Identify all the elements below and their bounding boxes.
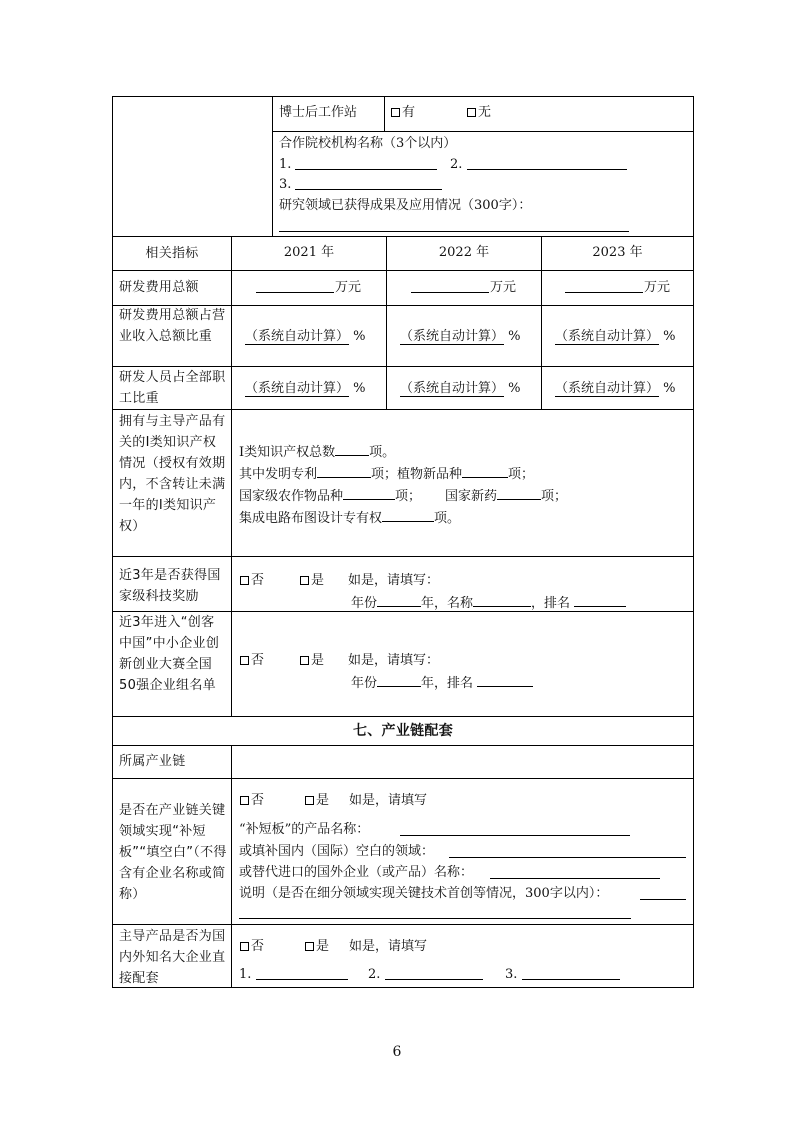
maker-year-field[interactable]	[377, 674, 421, 687]
award-name-field[interactable]	[473, 594, 531, 607]
shortboard-product-field[interactable]	[400, 835, 630, 836]
staff-ratio-label: 研发人员占全部职工比重	[119, 370, 226, 406]
checkbox-icon[interactable]	[305, 942, 314, 951]
supply-number-3: 3.	[505, 967, 518, 982]
checkbox-icon[interactable]	[467, 108, 476, 117]
ip-label: 拥有与主导产品有关的Ⅰ类知识产权情况（授权有效期内，不含转让未满一年的Ⅰ类知识产权）	[119, 414, 226, 534]
explanation-field-start[interactable]	[640, 899, 686, 900]
blank-domain-field[interactable]	[449, 857, 686, 858]
new-drug-field[interactable]	[497, 487, 541, 500]
import-substitute-label: 或替代进口的国外企业（或产品）名称：	[239, 865, 474, 880]
cooperation-field-1[interactable]	[295, 169, 437, 170]
maker-detail-line: 年份 年，排名	[351, 674, 533, 692]
page-number: 6	[392, 1044, 402, 1060]
cooperation-number-2: 2.	[450, 157, 463, 172]
postdoc-no-option[interactable]: 无	[467, 105, 491, 121]
checkbox-icon[interactable]	[300, 656, 309, 665]
indicators-header: 相关指标	[145, 246, 199, 261]
rd-cost-label: 研发费用总额	[119, 280, 199, 295]
rd-cost-2023-field[interactable]	[565, 292, 643, 293]
ip-total-field[interactable]	[335, 443, 369, 456]
rd-ratio-2022: （系统自动计算） %	[400, 329, 521, 344]
rd-cost-2022-unit: 万元	[490, 280, 517, 295]
staff-ratio-2023: （系统自动计算） %	[555, 381, 676, 396]
checkbox-icon[interactable]	[391, 108, 400, 117]
supply-fill-hint: 如是，请填写	[349, 939, 428, 954]
key-field-yes-option[interactable]: 是	[305, 793, 329, 809]
key-field-no-option[interactable]: 否	[240, 793, 264, 809]
rd-ratio-2023: （系统自动计算） %	[555, 329, 676, 344]
maker-fill-hint: 如是，请填写：	[348, 653, 440, 668]
maker-label: 近3年进入“创客中国”中小企业创新创业大赛全国50强企业组名单	[119, 615, 220, 693]
staff-ratio-2021: （系统自动计算） %	[245, 381, 366, 396]
cooperation-label: 合作院校机构名称（3个以内）	[279, 136, 457, 151]
rd-cost-2023-unit: 万元	[644, 280, 671, 295]
key-field-fill-hint: 如是，请填写	[349, 793, 428, 808]
award-yes-option[interactable]: 是	[300, 573, 324, 589]
maker-no-option[interactable]: 否	[240, 653, 264, 669]
rd-ratio-label: 研发费用总额占营业收入总额比重	[119, 308, 226, 344]
checkbox-icon[interactable]	[240, 942, 249, 951]
award-no-option[interactable]: 否	[240, 573, 264, 589]
cooperation-field-3[interactable]	[295, 189, 442, 190]
year-2021: 2021 年	[283, 245, 335, 260]
supply-number-1: 1.	[239, 967, 252, 982]
key-field-label: 是否在产业链关键领域实现“补短板”“填空白”（不得含有企业名称或简称）	[119, 803, 227, 902]
industry-chain-field[interactable]	[232, 746, 693, 778]
maker-rank-field[interactable]	[477, 674, 533, 687]
ip-crop-line: 国家级农作物品种 项； 国家新药 项；	[239, 489, 568, 504]
rd-cost-2021-field[interactable]	[256, 292, 334, 293]
checkbox-icon[interactable]	[240, 796, 249, 805]
cooperation-number-1: 1.	[279, 157, 292, 172]
ic-layout-field[interactable]	[382, 509, 434, 522]
ip-ic-line: 集成电路布图设计专有权 项。	[239, 511, 461, 526]
supply-field-1[interactable]	[256, 979, 348, 980]
rd-ratio-2021: （系统自动计算） %	[245, 329, 366, 344]
results-label: 研究领域已获得成果及应用情况（300字）：	[279, 198, 532, 213]
industry-chain-label: 所属产业链	[119, 754, 186, 769]
ip-total-line: Ⅰ类知识产权总数 项。	[239, 445, 396, 460]
rd-cost-2021-unit: 万元	[335, 280, 362, 295]
checkbox-icon[interactable]	[240, 576, 249, 585]
supply-field-2[interactable]	[385, 979, 483, 980]
cooperation-field-2[interactable]	[467, 169, 627, 170]
import-substitute-field[interactable]	[490, 878, 660, 879]
maker-yes-option[interactable]: 是	[300, 653, 324, 669]
checkbox-icon[interactable]	[300, 576, 309, 585]
results-field[interactable]	[279, 231, 629, 232]
award-label: 近3年是否获得国家级科技奖励	[119, 568, 221, 604]
ip-patent-line: 其中发明专利 项；植物新品种 项；	[239, 467, 535, 482]
award-detail-line: 年份 年，名称 ，排名	[351, 594, 626, 612]
supply-label: 主导产品是否为国内外知名大企业直接配套	[119, 929, 226, 986]
supply-no-option[interactable]: 否	[240, 939, 264, 955]
cooperation-number-3: 3.	[279, 177, 292, 192]
plant-variety-field[interactable]	[462, 465, 508, 478]
award-rank-field[interactable]	[574, 594, 626, 607]
supply-number-2: 2.	[368, 967, 381, 982]
year-2022: 2022 年	[438, 245, 490, 260]
year-2023: 2023 年	[592, 245, 643, 260]
explanation-label: 说明（是否在细分领域实现关键技术首创等情况，300字以内）：	[239, 886, 609, 901]
supply-yes-option[interactable]: 是	[305, 939, 329, 955]
blank-domain-label: 或填补国内（国际）空白的领域：	[239, 844, 435, 859]
supply-field-3[interactable]	[522, 979, 620, 980]
checkbox-icon[interactable]	[240, 656, 249, 665]
rd-cost-2022-field[interactable]	[411, 292, 489, 293]
invention-patent-field[interactable]	[317, 465, 371, 478]
postdoc-yes-option[interactable]: 有	[391, 105, 415, 121]
postdoc-label: 博士后工作站	[279, 105, 358, 120]
award-fill-hint: 如是，请填写：	[348, 573, 440, 588]
crop-variety-field[interactable]	[343, 487, 395, 500]
shortboard-product-label: “补短板”的产品名称：	[239, 822, 370, 837]
award-year-field[interactable]	[377, 594, 421, 607]
staff-ratio-2022: （系统自动计算） %	[400, 381, 521, 396]
section-7-title: 七、产业链配套	[352, 723, 454, 739]
checkbox-icon[interactable]	[305, 796, 314, 805]
explanation-field[interactable]	[239, 918, 631, 919]
